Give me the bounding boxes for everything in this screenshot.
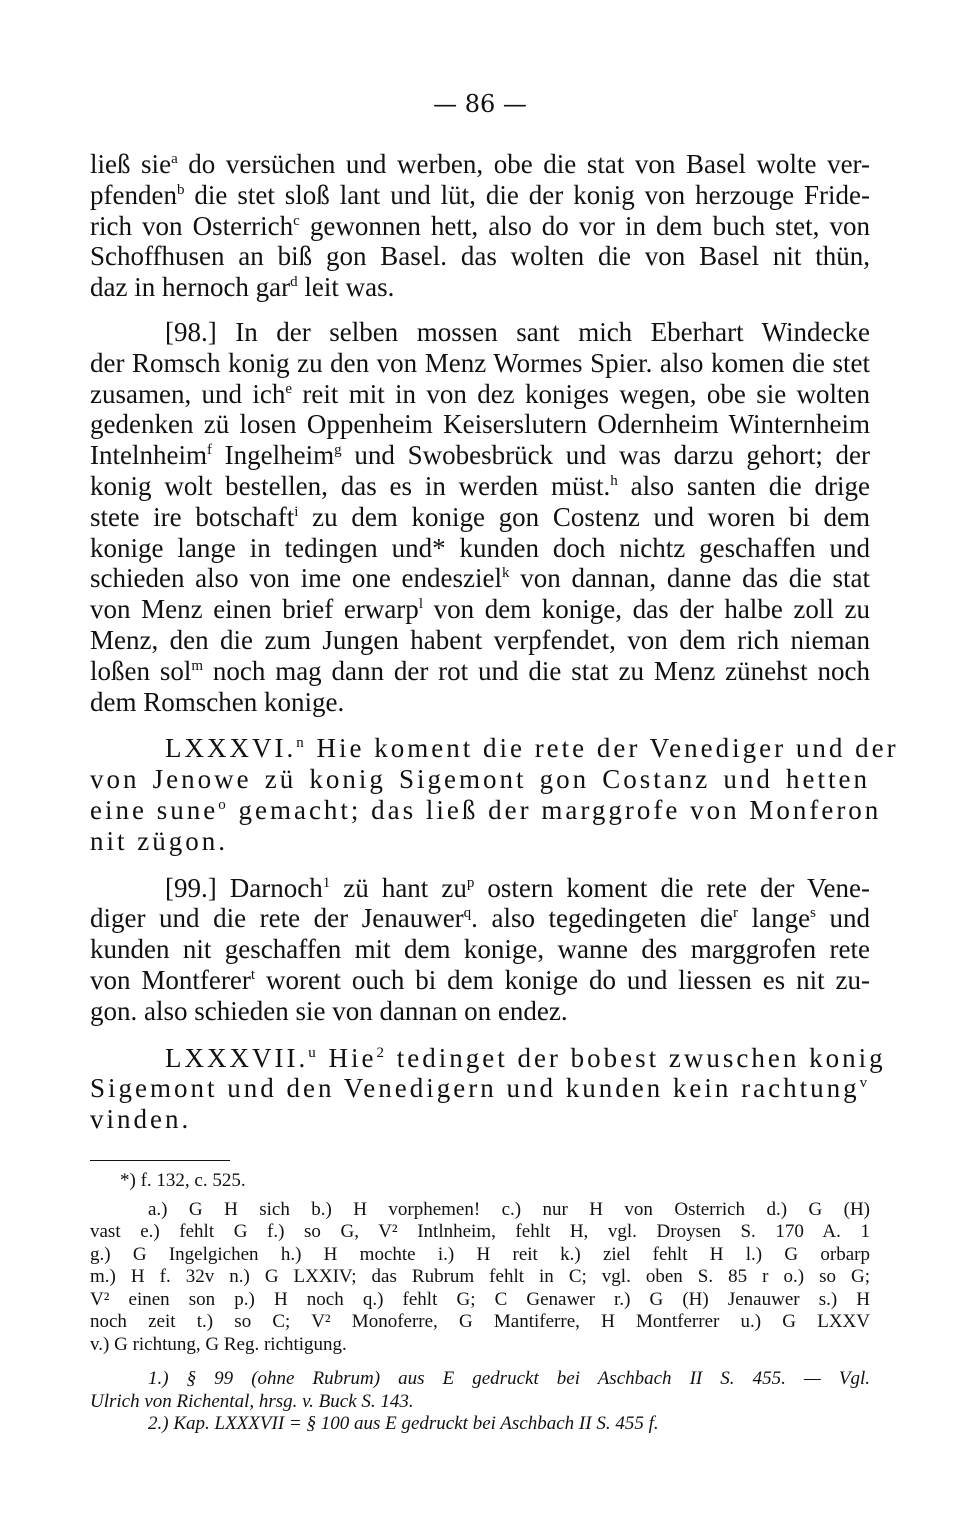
footnote-marker: t	[250, 966, 256, 983]
footnote-marker: k	[502, 565, 510, 582]
text-segment: kunden nit geschaffen mit dem konige, wanne des marggrofen rete	[90, 934, 870, 965]
text-line	[90, 794, 882, 826]
footnote-line: m.) H f. 32v n.) G LXXIV; das Rubrum fehlt in C; vgl. oben S. 85 r o.) so G;	[90, 1266, 870, 1287]
text-segment: . also tegedingeten die	[471, 903, 734, 934]
text-line	[90, 656, 870, 687]
text-line	[90, 471, 870, 502]
footnote-marker: g	[334, 442, 342, 459]
text-segment: Intelnheim	[90, 440, 207, 471]
text-line	[90, 149, 870, 180]
text-segment: zusamen, und ich	[90, 378, 286, 409]
footnote-marker: r	[733, 905, 739, 922]
text-line	[90, 764, 870, 795]
footnote-marker: 2	[376, 1044, 387, 1061]
text-segment: nit zügon.	[90, 825, 228, 856]
text-segment: ostern koment die rete der Vene-	[474, 872, 870, 903]
text-line	[90, 934, 870, 965]
text-segment: von dannan, danne das die stat	[509, 563, 871, 594]
text-line	[90, 625, 870, 656]
footnote-line: Ulrich von Richental, hrsg. v. Buck S. 143.	[90, 1390, 414, 1412]
footnote-line: *) f. 132, c. 525.	[120, 1170, 246, 1191]
footnote-marker: u	[308, 1044, 319, 1061]
text-segment: Menz, den die zum Jungen habent verpfendet, von dem rich nieman	[90, 624, 870, 655]
text-line	[90, 272, 870, 303]
footnote-marker: o	[218, 796, 229, 813]
text-segment: von Menz einen brief erwarp	[90, 594, 419, 625]
footnote-marker: n	[296, 735, 307, 752]
paragraph	[90, 1042, 886, 1135]
text-segment: noch mag dann der rot und die stat zu Menz zünehst noch	[203, 655, 870, 686]
footnote-line: g.) G Ingelgichen h.) H mochte i.) H reit k.) ziel fehlt H l.) G orbarp	[90, 1243, 870, 1265]
main-text	[90, 149, 899, 1135]
footnote-line: 2.) Kap. LXXXVII = § 100 aus E gedruckt bei Aschbach II S. 455 f.	[148, 1413, 659, 1434]
text-segment: diger und die rete der Jenauwer	[90, 903, 464, 934]
text-line	[90, 211, 870, 242]
text-segment: gewonnen hett, also do vor in dem buch stet, von	[299, 210, 871, 241]
text-segment: worent ouch bi dem konige do und liessen es nit zu-	[255, 964, 871, 995]
text-segment: loßen sol	[90, 655, 192, 686]
text-segment: Hie koment die rete der Venediger und der	[306, 733, 899, 764]
text-segment: und Swobesbrück und was darzu gehort; der	[341, 440, 871, 471]
paragraph	[90, 733, 899, 856]
text-segment: pfenden	[90, 179, 177, 210]
text-line	[90, 1042, 886, 1074]
footnote-line: a.) G H sich b.) H vorphemen! c.) nur H von Osterrich d.) G (H)	[148, 1198, 870, 1220]
text-line	[90, 594, 870, 625]
text-line	[90, 563, 870, 594]
text-segment: leit was.	[297, 272, 395, 303]
text-segment: dem Romschen konige.	[90, 686, 345, 717]
text-segment: gemacht; das ließ der marggrofe von Monferon	[228, 794, 882, 825]
text-line	[90, 440, 870, 471]
footnote-line: 1.) § 99 (ohne Rubrum) aus E gedruckt bei Aschbach II S. 455. — Vgl.	[148, 1368, 870, 1389]
text-segment: die stet sloß lant und lüt, die der konig von herzouge Fride-	[184, 179, 870, 210]
page-number: — 86 —	[433, 90, 527, 118]
text-line	[90, 687, 870, 718]
text-segment: eine sune	[90, 794, 219, 825]
text-segment: reit mit in von dez koniges wegen, obe sie wolten	[292, 378, 871, 409]
text-line	[90, 502, 870, 533]
footnote-marker: c	[293, 212, 300, 229]
text-segment: von Jenowe zü konig Sigemont gon Costanz und hetten	[90, 764, 870, 795]
footnote-marker: h	[610, 472, 618, 489]
text-segment: lange	[738, 903, 811, 934]
text-segment: [98.] In der selben mossen sant mich Eberhart Windecke	[165, 316, 870, 347]
text-line	[90, 996, 870, 1027]
footnote-line: V² einen son p.) H noch q.) fehlt G; C Genawer r.) G (H) Jenauwer s.) H	[90, 1288, 870, 1310]
text-segment: gon. also schieden sie von dannan on endez.	[90, 995, 568, 1026]
footnote-line: vast e.) fehlt G f.) so G, V² Intlnheim, fehlt H, vgl. Droysen S. 170 A. 1	[90, 1221, 870, 1242]
text-line	[90, 533, 870, 564]
footnote-line: v.) G richtung, G Reg. richtigung.	[90, 1333, 347, 1355]
text-segment: rich von Osterrich	[90, 210, 294, 241]
footnote-marker: l	[418, 596, 423, 613]
text-line	[90, 965, 870, 996]
paragraph	[90, 873, 870, 1027]
text-line	[90, 317, 870, 348]
text-segment: von dem konige, das der halbe zoll zu	[422, 594, 870, 625]
text-segment: und	[815, 903, 871, 934]
text-segment: LXXXVII.	[165, 1042, 309, 1073]
text-line	[90, 409, 870, 440]
footnote-marker: i	[294, 503, 299, 520]
text-segment: also santen die drige	[617, 470, 871, 501]
text-segment: tedinget der bobest zwuschen konig	[386, 1042, 886, 1073]
text-segment: vinden.	[90, 1104, 192, 1135]
text-segment: LXXXVI.	[165, 733, 297, 764]
text-segment: schieden also von ime one endesziel	[90, 563, 502, 594]
footnote-marker: e	[285, 380, 293, 397]
text-line	[90, 241, 870, 272]
paragraph	[90, 149, 870, 303]
footnote-marker: d	[290, 274, 298, 291]
text-segment: konige lange in tedingen und* kunden doch nichtz geschaffen und	[90, 532, 870, 563]
text-segment: der Romsch konig zu den von Menz Wormes Spier. also komen die stet	[90, 347, 870, 378]
text-line	[90, 348, 870, 379]
text-line	[90, 379, 870, 410]
text-segment: zu dem konige gon Costenz und woren bi dem	[298, 501, 870, 532]
text-line	[90, 1073, 870, 1104]
footnote-marker: v	[859, 1075, 871, 1092]
footnote-marker: b	[176, 181, 185, 198]
text-line	[90, 826, 870, 857]
footnote-marker: 1	[322, 874, 331, 891]
text-segment: do versüchen und werben, obe die stat von Basel wolte ver-	[177, 149, 870, 179]
text-segment: Sigemont und den Venedigern und kunden kein rachtung	[90, 1073, 860, 1104]
text-segment: daz in hernoch gar	[90, 272, 291, 303]
text-segment: [99.] Darnoch	[165, 872, 323, 903]
text-segment: zü hant zu	[330, 872, 467, 903]
text-segment: stete ire botschaft	[90, 501, 295, 532]
footnote-line: noch zeit t.) so C; V² Monoferre, G Mantiferre, H Montferrer u.) G LXXV	[90, 1311, 870, 1332]
footnote-separator	[90, 1160, 230, 1161]
text-line	[90, 733, 899, 764]
text-segment: von Montferer	[90, 964, 251, 995]
text-segment: konig wolt bestellen, das es in werden müst.	[90, 470, 611, 501]
text-line	[90, 1104, 870, 1135]
footnotes	[90, 1170, 870, 1436]
footnote-marker: f	[206, 442, 212, 459]
text-segment: ließ sie	[90, 149, 172, 179]
paragraph	[90, 317, 870, 717]
text-segment: Hie	[318, 1042, 377, 1073]
text-segment: Ingelheim	[211, 440, 335, 471]
text-line	[90, 873, 870, 904]
text-segment: Schoffhusen an biß gon Basel. das wolten die von Basel nit thün,	[90, 241, 870, 272]
footnote-marker: a	[171, 151, 178, 167]
text-line	[90, 903, 870, 934]
footnote-marker: p	[466, 874, 475, 891]
text-line	[90, 180, 870, 211]
footnote-marker: q	[463, 905, 472, 922]
footnote-marker: m	[191, 657, 204, 674]
footnote-marker: s	[810, 905, 816, 922]
text-segment: gedenken zü losen Oppenheim Keiserslutern Odernheim Winternheim	[90, 409, 870, 440]
